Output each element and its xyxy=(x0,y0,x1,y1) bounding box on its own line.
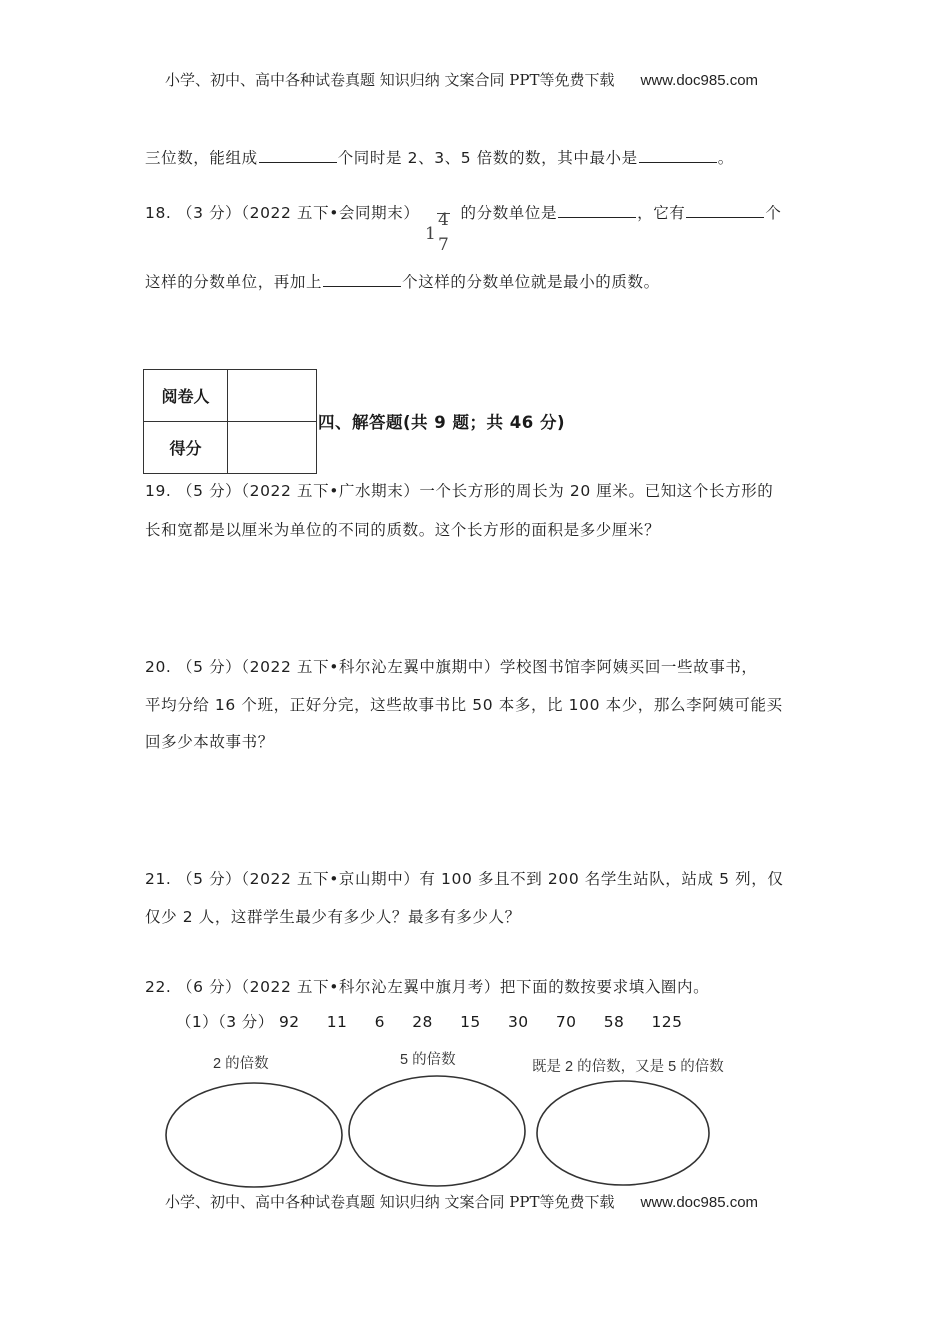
number-item: 6 xyxy=(374,1013,385,1031)
q18-text-2: ，它有 xyxy=(637,204,686,222)
circle-multiples-of-5[interactable] xyxy=(349,1076,525,1186)
circle-label-multiples-of-2-and-5: 既是 2 的倍数，又是 5 的倍数 xyxy=(532,1059,724,1075)
number-item: 92 xyxy=(278,1013,300,1031)
number-item: 70 xyxy=(555,1013,577,1031)
number-item: 58 xyxy=(603,1013,625,1031)
q17-text-1: 三位数，能组成 xyxy=(145,149,258,167)
number-item: 28 xyxy=(412,1013,433,1031)
question-20-line-2: 平均分给 16 个班，正好分完，这些故事书比 50 本多，比 100 本少，那么李阿姨可能买 xyxy=(145,696,783,714)
q17-text-3: 。 xyxy=(717,149,734,167)
fraction-numerator: 4 xyxy=(437,209,450,230)
question-21-line-1: 21. （5 分）（2022 五下•京山期中）有 100 多且不到 200 名学生站队，站成 5 列，仅 xyxy=(145,870,784,888)
reviewer-label: 阅卷人 xyxy=(144,370,228,422)
circle-multiples-of-2[interactable] xyxy=(166,1083,342,1187)
footer-url[interactable]: www.doc985.com xyxy=(640,1194,759,1211)
q18-text-3: 个 xyxy=(765,204,782,222)
question-20-line-1: 20. （5 分）（2022 五下•科尔沁左翼中旗期中）学校图书馆李阿姨买回一些故事书， xyxy=(145,658,758,676)
fraction-denominator: 7 xyxy=(437,234,450,255)
header-url[interactable]: www.doc985.com xyxy=(640,72,759,89)
footer-text: 小学、初中、高中各种试卷真题 知识归纳 文案合同 PPT等免费下载 xyxy=(165,1193,615,1211)
score-label: 得分 xyxy=(144,422,228,474)
number-item: 30 xyxy=(507,1013,529,1031)
part-1-label: （1）（3 分） xyxy=(176,1013,274,1031)
question-21-line-2: 仅少 2 人，这群学生最少有多少人？最多有多少人？ xyxy=(145,908,521,926)
page-footer xyxy=(165,1191,764,1212)
circle-label-multiples-of-5: 5 的倍数 xyxy=(400,1052,456,1068)
circle-multiples-of-2-and-5[interactable] xyxy=(537,1081,709,1185)
question-19-line-2: 长和宽都是以厘米为单位的不同的质数。这个长方形的面积是多少厘米？ xyxy=(145,521,661,539)
section-title: 四、解答题(共 9 题；共 46 分) xyxy=(318,413,566,432)
q18-text-1: 的分数单位是 xyxy=(460,204,558,222)
number-item: 11 xyxy=(326,1013,348,1031)
question-22-line-1: 22. （6 分）（2022 五下•科尔沁左翼中旗月考）把下面的数按要求填入圈内。 xyxy=(145,978,710,996)
circle-label-multiples-of-2: 2 的倍数 xyxy=(213,1056,269,1072)
question-19-line-1: 19. （5 分）（2022 五下•广水期末）一个长方形的周长为 20 厘米。已知这个长方形的 xyxy=(145,482,774,500)
fraction-whole: 1 xyxy=(424,223,437,244)
number-item: 15 xyxy=(460,1013,481,1031)
q18-prefix: 18. （3 分）（2022 五下•会同期末） xyxy=(145,204,420,222)
question-20-line-3: 回多少本故事书？ xyxy=(145,733,274,751)
header-text: 小学、初中、高中各种试卷真题 知识归纳 文案合同 PPT等免费下载 xyxy=(165,71,615,89)
q17-text-2: 个同时是 2、3、5 倍数的数，其中最小是 xyxy=(337,149,638,167)
q18-line2-text-1: 这样的分数单位，再加上 xyxy=(145,273,323,291)
number-item: 125 xyxy=(651,1013,683,1031)
q18-line2-text-2: 个这样的分数单位就是最小的质数。 xyxy=(402,273,660,291)
